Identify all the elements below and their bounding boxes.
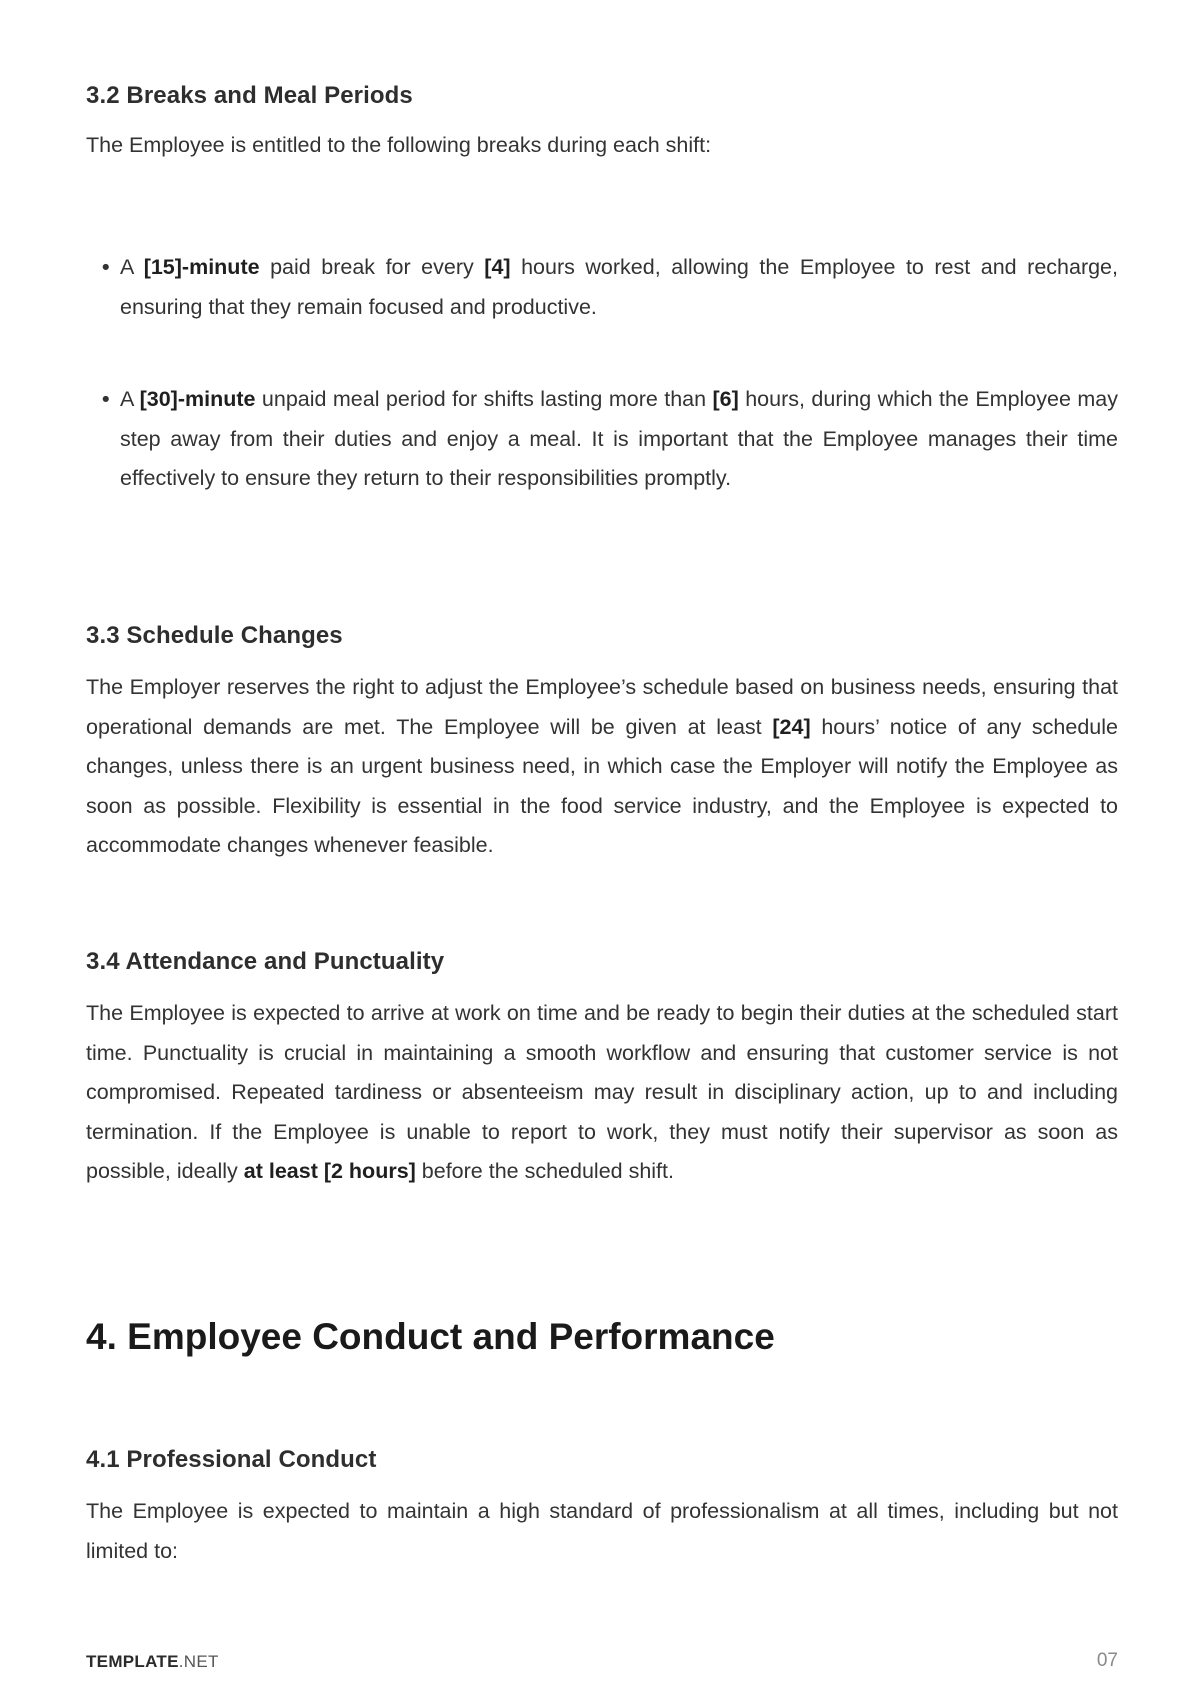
bullet-text: A [30]-minute unpaid meal period for shifts lasting more than [6] hours, during which the Employee may step away from their duties and enjoy a meal. It is important that the Employee manages their time effectively to ensure they return to their responsibilities promptly. [120, 387, 1118, 490]
list-item [86, 380, 1118, 499]
bullet-text: A [15]-minute paid break for every [4] hours worked, allowing the Employee to rest and recharge, ensuring that they remain focused and productive. [120, 255, 1118, 319]
section-4-1-heading: 4.1 Professional Conduct [86, 1446, 377, 1473]
page-number: 07 [1096, 1650, 1118, 1671]
section-4-heading: 4. Employee Conduct and Performance [86, 1316, 775, 1357]
section-4-1-body: The Employee is expected to maintain a high standard of professionalism at all times, including but not limited to: [86, 1499, 1118, 1563]
section-3-4-body: The Employee is expected to arrive at work on time and be ready to begin their duties at the scheduled start time. Punctuality is crucial in maintaining a smooth workflow and ensuring that customer service is not compromised. Repeated tardiness or absenteeism may result in disciplinary action, up to and including termination. If the Employee is unable to report to work, they must notify their supervisor as soon as possible, ideally at least [2 hours] before the scheduled shift. [86, 1001, 1118, 1183]
bullet-icon: • [102, 387, 110, 411]
list-item [86, 248, 1118, 327]
section-3-3-heading: 3.3 Schedule Changes [86, 622, 343, 649]
section-3-2-intro: The Employee is entitled to the following breaks during each shift: [86, 133, 712, 157]
bullet-icon: • [102, 255, 110, 279]
section-3-2-heading: 3.2 Breaks and Meal Periods [86, 82, 413, 109]
section-3-4-heading: 3.4 Attendance and Punctuality [86, 948, 445, 975]
section-3-3-body: The Employer reserves the right to adjust the Employee’s schedule based on business needs, ensuring that operational demands are met. The Employee will be given at least [24] hours’ notice of any schedule changes, unless there is an urgent business need, in which case the Employer will notify the Employee as soon as possible. Flexibility is essential in the food service industry, and the Employee is expected to accommodate changes whenever feasible. [86, 675, 1118, 857]
footer-logo: TEMPLATE.NET [86, 1652, 219, 1671]
